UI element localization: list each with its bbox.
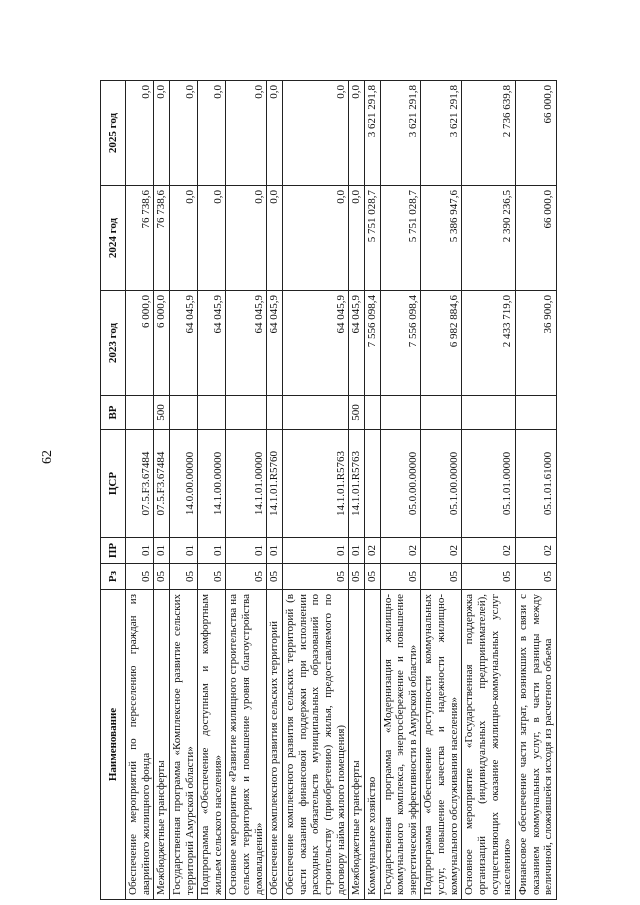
cell-name: Коммунальное хозяйство (364, 590, 380, 900)
cell-rz: 05 (515, 564, 556, 590)
cell-y2024: 5 386 947,6 (421, 186, 462, 291)
cell-vr (126, 396, 154, 430)
cell-vr: 500 (349, 396, 365, 430)
cell-csr: 14.0.00.00000 (169, 430, 197, 538)
table-header-row (101, 81, 126, 900)
cell-vr (364, 396, 380, 430)
cell-y2025: 0,0 (226, 81, 267, 186)
cell-csr (364, 430, 380, 538)
cell-y2024: 5 751 028,7 (380, 186, 421, 291)
cell-pr: 01 (198, 538, 226, 564)
header-2024: 2024 год (101, 186, 126, 291)
cell-csr: 07.5.F3.67484 (154, 430, 170, 538)
cell-y2023: 36 900,0 (515, 291, 556, 396)
cell-y2025: 0,0 (198, 81, 226, 186)
table-row (364, 81, 380, 900)
table-row (380, 81, 421, 900)
header-rz: Рз (101, 564, 126, 590)
cell-y2025: 0,0 (154, 81, 170, 186)
cell-y2023: 64 045,9 (169, 291, 197, 396)
cell-rz: 05 (349, 564, 365, 590)
cell-vr (226, 396, 267, 430)
table-row (349, 81, 365, 900)
cell-csr: 07.5.F3.67484 (126, 430, 154, 538)
table-row (126, 81, 154, 900)
header-pr: ПР (101, 538, 126, 564)
header-csr: ЦСР (101, 430, 126, 538)
cell-vr (380, 396, 421, 430)
cell-rz: 05 (126, 564, 154, 590)
cell-name: Обеспечение мероприятий по переселению граждан из аварийного жилищного фонда (126, 590, 154, 900)
cell-name: Обеспечение комплексного развития сельских территорий (в части оказания финансовой поддержки при исполнении расходных обязательств муниципальных образований по строительству (приобретению) жилья, предоставляемого по договору найма жилого помещения) (283, 590, 349, 900)
cell-pr: 01 (126, 538, 154, 564)
cell-name: Финансовое обеспечение части затрат, возникших в связи с оказанием коммунальных услуг, в части разницы между величиной, сложившейся исходя из расчетного объема (515, 590, 556, 900)
cell-rz: 05 (380, 564, 421, 590)
cell-y2023: 7 556 098,4 (380, 291, 421, 396)
header-2025: 2025 год (101, 81, 126, 186)
cell-name: Основное мероприятие «Развитие жилищного строительства на сельских территориях и повышение уровня благоустройства домовладений» (226, 590, 267, 900)
cell-y2024: 76 738,6 (154, 186, 170, 291)
cell-y2024: 0,0 (349, 186, 365, 291)
cell-csr: 05.1.01.61000 (515, 430, 556, 538)
cell-name: Государственная программа «Модернизация жилищно-коммунального комплекса, энергосбережение и повышение энергетической эффективности в Амурской области» (380, 590, 421, 900)
cell-vr (267, 396, 283, 430)
cell-vr (169, 396, 197, 430)
table-row (283, 81, 349, 900)
table-row (226, 81, 267, 900)
cell-y2023: 64 045,9 (283, 291, 349, 396)
table-row (462, 81, 516, 900)
cell-rz: 05 (421, 564, 462, 590)
cell-pr: 01 (154, 538, 170, 564)
cell-y2024: 5 751 028,7 (364, 186, 380, 291)
table-row (198, 81, 226, 900)
cell-csr: 05.1.00.00000 (421, 430, 462, 538)
cell-csr: 14.1.01.00000 (226, 430, 267, 538)
cell-y2025: 0,0 (349, 81, 365, 186)
table-row (154, 81, 170, 900)
cell-y2025: 0,0 (169, 81, 197, 186)
cell-csr: 05.0.00.00000 (380, 430, 421, 538)
cell-rz: 05 (198, 564, 226, 590)
header-2023: 2023 год (101, 291, 126, 396)
table-row (169, 81, 197, 900)
cell-name: Подпрограмма «Обеспечение доступным и комфортным жильем сельского населения» (198, 590, 226, 900)
cell-y2024: 0,0 (226, 186, 267, 291)
cell-rz: 05 (283, 564, 349, 590)
cell-pr: 02 (364, 538, 380, 564)
cell-rz: 05 (364, 564, 380, 590)
cell-rz: 05 (267, 564, 283, 590)
cell-y2024: 0,0 (198, 186, 226, 291)
cell-vr: 500 (154, 396, 170, 430)
cell-y2025: 3 621 291,8 (421, 81, 462, 186)
cell-pr: 01 (169, 538, 197, 564)
cell-name: Межбюджетные трансферты (154, 590, 170, 900)
cell-pr: 02 (515, 538, 556, 564)
cell-vr (198, 396, 226, 430)
cell-name: Обеспечение комплексного развития сельских территорий (267, 590, 283, 900)
header-name: Наименование (101, 590, 126, 900)
cell-y2023: 2 433 719,0 (462, 291, 516, 396)
cell-pr: 01 (226, 538, 267, 564)
cell-csr: 05.1.01.00000 (462, 430, 516, 538)
cell-name: Государственная программа «Комплексное развитие сельских территорий Амурской области» (169, 590, 197, 900)
cell-pr: 01 (349, 538, 365, 564)
cell-y2025: 3 621 291,8 (364, 81, 380, 186)
cell-y2024: 0,0 (283, 186, 349, 291)
cell-y2024: 76 738,6 (126, 186, 154, 291)
cell-vr (515, 396, 556, 430)
cell-y2023: 64 045,9 (226, 291, 267, 396)
table-row (515, 81, 556, 900)
cell-pr: 02 (380, 538, 421, 564)
cell-pr: 01 (267, 538, 283, 564)
cell-vr (462, 396, 516, 430)
budget-table-sheet (100, 80, 640, 900)
cell-rz: 05 (169, 564, 197, 590)
cell-y2023: 64 045,9 (267, 291, 283, 396)
cell-y2024: 2 390 236,5 (462, 186, 516, 291)
cell-y2025: 0,0 (283, 81, 349, 186)
cell-y2025: 0,0 (126, 81, 154, 186)
cell-vr (421, 396, 462, 430)
cell-y2023: 6 000,0 (126, 291, 154, 396)
cell-y2024: 66 000,0 (515, 186, 556, 291)
cell-y2023: 6 982 884,6 (421, 291, 462, 396)
cell-rz: 05 (462, 564, 516, 590)
cell-y2023: 64 045,9 (349, 291, 365, 396)
cell-y2023: 64 045,9 (198, 291, 226, 396)
cell-y2025: 0,0 (267, 81, 283, 186)
cell-csr: 14.1.01.R5763 (349, 430, 365, 538)
cell-rz: 05 (154, 564, 170, 590)
budget-table (100, 80, 557, 900)
page-number: 62 (40, 450, 55, 464)
cell-csr: 14.1.01.R5763 (283, 430, 349, 538)
cell-pr: 01 (283, 538, 349, 564)
cell-name: Подпрограмма «Обеспечение доступности коммунальных услуг, повышение качества и надежности жилищно-коммунального обслуживания населения» (421, 590, 462, 900)
cell-y2025: 2 736 639,8 (462, 81, 516, 186)
table-row (421, 81, 462, 900)
cell-y2023: 6 000,0 (154, 291, 170, 396)
cell-name: Межбюджетные трансферты (349, 590, 365, 900)
table-body (126, 81, 557, 900)
cell-pr: 02 (462, 538, 516, 564)
cell-pr: 02 (421, 538, 462, 564)
header-vr: ВР (101, 396, 126, 430)
cell-y2024: 0,0 (169, 186, 197, 291)
cell-csr: 14.1.00.00000 (198, 430, 226, 538)
cell-y2025: 66 000,0 (515, 81, 556, 186)
table-row (267, 81, 283, 900)
cell-vr (283, 396, 349, 430)
cell-y2023: 7 556 098,4 (364, 291, 380, 396)
cell-name: Основное мероприятие «Государственная поддержка организаций (индивидуальных предпринимателей), осуществляющих оказание жилищно-коммунальных услуг населению» (462, 590, 516, 900)
cell-y2024: 0,0 (267, 186, 283, 291)
cell-y2025: 3 621 291,8 (380, 81, 421, 186)
cell-rz: 05 (226, 564, 267, 590)
cell-csr: 14.1.01.R5760 (267, 430, 283, 538)
